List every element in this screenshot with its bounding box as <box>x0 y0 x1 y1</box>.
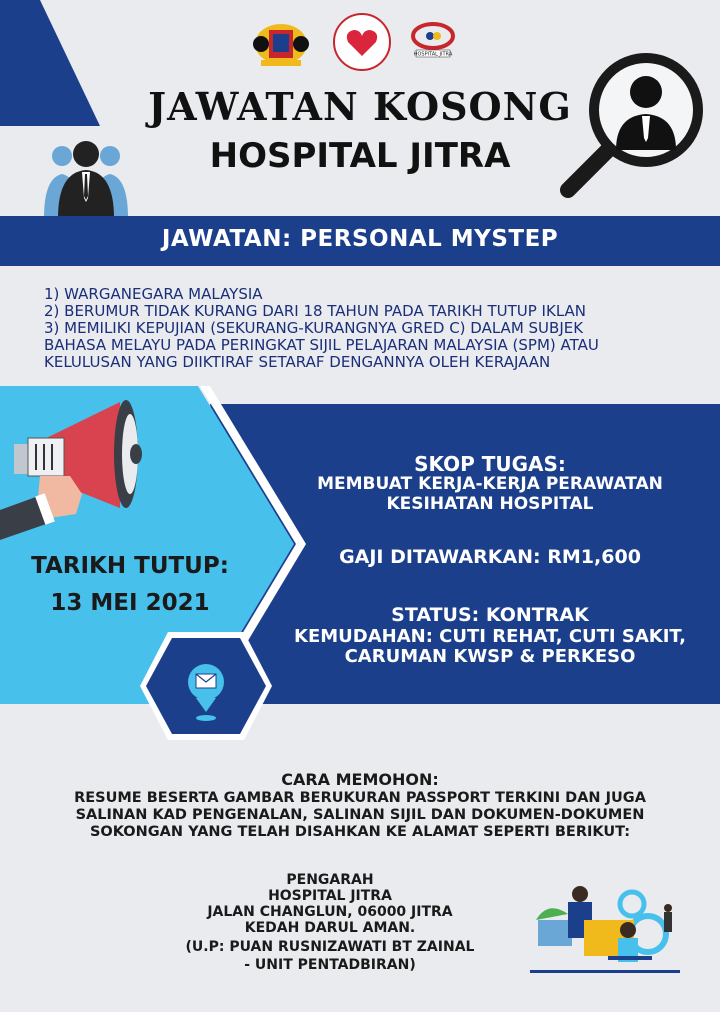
apply-line: SALINAN KAD PENGENALAN, SALINAN SIJIL DAN DOKUMEN-DOKUMEN <box>75 807 645 823</box>
apply-title: CARA MEMOHON: <box>281 770 439 789</box>
malaysia-coat-of-arms <box>243 14 319 70</box>
hospital-jitra-logo-text: HOSPITAL JITRA <box>413 51 453 58</box>
page-subtitle: HOSPITAL JITRA <box>209 136 511 176</box>
list-item: 1) WARGANEGARA MALAYSIA <box>44 285 263 303</box>
kementerian-kesihatan-malaysia-logo <box>332 12 392 72</box>
megaphone-icon <box>0 398 160 546</box>
magnifier-search-icon <box>558 50 708 200</box>
salary-text: GAJI DITAWARKAN: RM1,600 <box>339 546 641 568</box>
address-line: (U.P: PUAN RUSNIZAWATI BT ZAINAL <box>185 939 475 955</box>
list-item: 3) MEMILIKI KEPUJIAN (SEKURANG-KURANGNYA GRED C) DALAM SUBJEK <box>44 319 584 337</box>
list-item: KELULUSAN YANG DIIKTIRAF SETARAF DENGANNYA OLEH KERAJAAN <box>44 353 551 371</box>
people-group-icon <box>40 138 132 218</box>
benefits-line-1: KEMUDAHAN: CUTI REHAT, CUTI SAKIT, <box>294 626 686 647</box>
apply-line: RESUME BESERTA GAMBAR BERUKURAN PASSPORT TERKINI DAN JUGA <box>74 790 646 806</box>
closing-date-label: TARIKH TUTUP: <box>31 553 229 579</box>
office-workers-illustration <box>528 880 688 980</box>
scope-line-1: MEMBUAT KERJA-KERJA PERAWATAN <box>317 474 663 494</box>
hospital-jitra-logo <box>408 20 458 60</box>
list-item: BAHASA MELAYU PADA PERINGKAT SIJIL PELAJARAN MALAYSIA (SPM) ATAU <box>44 336 599 354</box>
benefits-line-2: CARUMAN KWSP & PERKESO <box>344 646 636 667</box>
address-line: PENGARAH <box>286 872 374 888</box>
scope-line-2: KESIHATAN HOSPITAL <box>386 494 594 514</box>
apply-line: SOKONGAN YANG TELAH DISAHKAN KE ALAMAT SEPERTI BERIKUT: <box>89 824 631 840</box>
address-line: JALAN CHANGLUN, 06000 JITRA <box>207 904 453 920</box>
status-text: STATUS: KONTRAK <box>391 604 589 626</box>
address-line: HOSPITAL JITRA <box>268 888 392 904</box>
page-title: JAWATAN KOSONG <box>148 84 572 129</box>
closing-date-value: 13 MEI 2021 <box>50 590 210 616</box>
requirements-list <box>44 286 704 371</box>
address-line: - UNIT PENTADBIRAN) <box>244 957 416 973</box>
list-item: 2) BERUMUR TIDAK KURANG DARI 18 TAHUN PADA TARIKH TUTUP IKLAN <box>44 302 586 320</box>
address-line: KEDAH DARUL AMAN. <box>244 920 416 936</box>
email-icon <box>196 674 216 688</box>
position-label: JAWATAN: PERSONAL MYSTEP <box>161 226 559 252</box>
scope-title: SKOP TUGAS: <box>414 452 566 476</box>
